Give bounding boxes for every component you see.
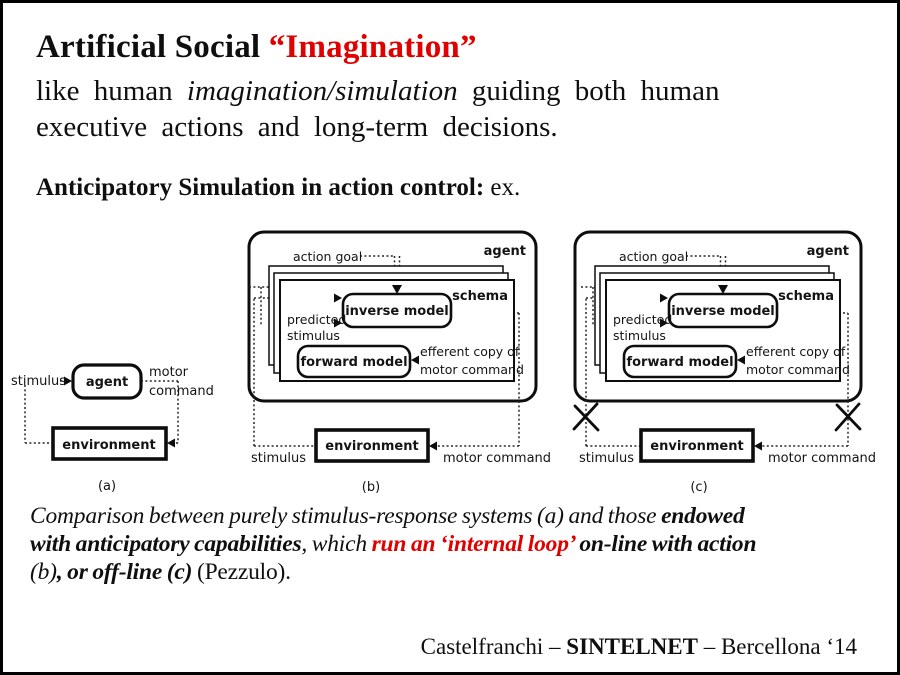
- caption-seg: (Pezzulo).: [196, 559, 291, 585]
- caption-line-2: [30, 530, 880, 558]
- agent-label: agent: [806, 244, 849, 259]
- caption-seg: with anticipatory capabilities: [30, 531, 302, 557]
- agent-label: agent: [483, 244, 526, 259]
- panel-b: [249, 232, 551, 495]
- subtitle-seg3: guiding both human: [457, 75, 720, 107]
- caption-line-1: [30, 502, 880, 530]
- figure-caption: [30, 502, 880, 586]
- environment-label: environment: [650, 439, 744, 454]
- arrowhead-motor-into-environment: [754, 442, 762, 451]
- efferent-copy-line2: motor command: [420, 362, 524, 377]
- caption-seg: , which: [301, 531, 372, 557]
- subtitle-line2: executive actions and long-term decisions.: [36, 111, 558, 143]
- arrowhead-motor-into-environment: [429, 442, 437, 451]
- forward-model-label: forward model: [300, 355, 408, 370]
- predicted-label: predicted: [287, 312, 347, 327]
- subtitle-seg1: like human: [36, 75, 187, 107]
- footer-venue: – Bercellona ‘14: [697, 634, 857, 659]
- footer-credit: [3, 634, 857, 660]
- panel-c: [574, 232, 876, 495]
- inverse-model-label: inverse model: [671, 304, 775, 319]
- predicted-stimulus-label: stimulus: [613, 328, 666, 343]
- efferent-copy-line2: motor command: [746, 362, 850, 377]
- motor-label: motor: [149, 365, 189, 380]
- caption-seg-red: run an ‘internal loop’: [371, 531, 575, 557]
- caption-seg: on-line with action: [574, 531, 757, 557]
- predicted-label: predicted: [613, 312, 673, 327]
- schema-label: schema: [452, 289, 508, 304]
- inverse-model-label: inverse model: [345, 304, 449, 319]
- action-goal-label: action goal: [293, 249, 363, 264]
- agent-label: agent: [85, 375, 129, 390]
- cut-x-left-icon: [574, 404, 598, 430]
- panel-b-caption: (b): [361, 480, 381, 495]
- caption-seg: , or off-line (c): [56, 559, 197, 585]
- caption-line-3: [30, 558, 880, 586]
- panel-c-caption: (c): [690, 480, 708, 495]
- arrowhead-into-environment: [167, 439, 175, 448]
- efferent-copy-line1: efferent copy of: [746, 344, 846, 359]
- stimulus-label: stimulus: [579, 451, 635, 466]
- stimulus-label: stimulus: [11, 374, 67, 389]
- predicted-stimulus-label: stimulus: [287, 328, 340, 343]
- efferent-copy-line1: efferent copy of: [420, 344, 520, 359]
- footer-author: Castelfranchi –: [420, 634, 567, 659]
- forward-model-label: forward model: [626, 355, 734, 370]
- motor-command-label: motor command: [443, 451, 552, 466]
- title-red: “Imagination”: [268, 29, 477, 65]
- caption-seg: Comparison between purely stimulus-response systems (a) and those: [30, 503, 662, 529]
- schema-label: schema: [778, 289, 834, 304]
- stimulus-label: stimulus: [251, 451, 307, 466]
- panel-a: [11, 365, 214, 494]
- environment-label: environment: [62, 438, 156, 453]
- motor-command-label: motor command: [768, 451, 877, 466]
- caption-seg: (b): [30, 559, 57, 585]
- panel-a-caption: (a): [97, 479, 117, 494]
- subtitle-seg2-italic: imagination/simulation: [186, 75, 458, 107]
- cut-x-right-icon: [836, 404, 860, 430]
- action-goal-label: action goal: [619, 249, 689, 264]
- title-black: Artificial Social: [36, 29, 269, 65]
- environment-label: environment: [325, 439, 419, 454]
- section-heading-bold: Anticipatory Simulation in action control:: [36, 174, 485, 201]
- command-label: command: [149, 384, 214, 399]
- footer-network: SINTELNET: [566, 634, 698, 659]
- caption-seg: endowed: [661, 503, 745, 529]
- section-heading-normal: ex.: [484, 174, 521, 201]
